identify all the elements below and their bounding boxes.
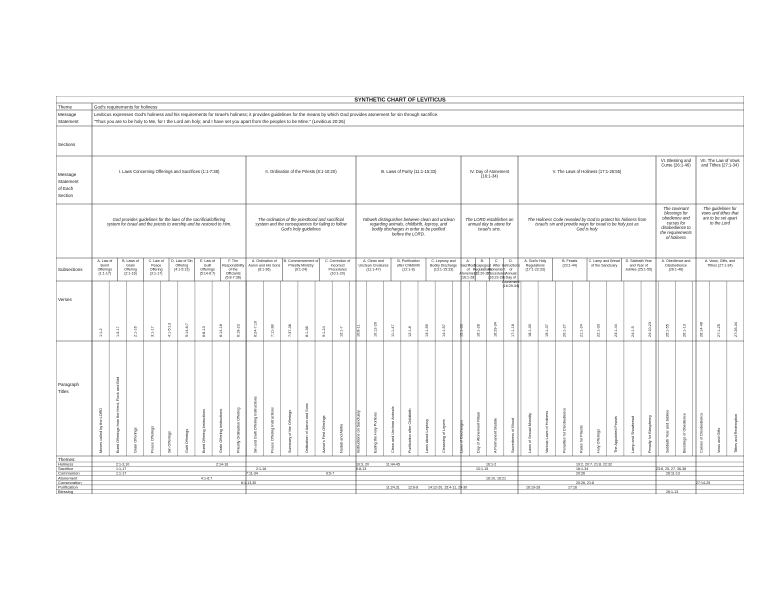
paragraph-title: Eating the Holy Portions: [373, 412, 378, 453]
verse-ref: 1:1-2: [99, 328, 104, 337]
theme-cell: 10:1-15: [476, 467, 489, 472]
verse-ref: 27:1-25: [716, 324, 721, 337]
verse-ref: 17:1-16: [510, 324, 515, 337]
theme-cell: 2:1-16: [256, 467, 267, 472]
theme-cell: 7:11-34: [246, 471, 258, 476]
verse-ref: 3:1-17: [150, 326, 155, 337]
paragraph-title: Burnt Offerings from the Herd, Flock and Bird: [116, 376, 121, 453]
paragraph-title: Moses called by the LORD: [99, 407, 104, 453]
paragraph-title: Clean and Unclean Animals: [390, 406, 395, 453]
subsection-label: C. Correction of Incorrect Procedures (10:1-20): [325, 259, 351, 276]
section-label: VI. Blessing and Curse (26:1-46): [660, 157, 692, 168]
paragraph-title: Burnt Offering Instructions: [202, 408, 207, 453]
theme-cell: 26:1-13: [666, 490, 679, 494]
row-label-paragraph: Paragraph: [58, 382, 80, 387]
theme-cell: 4:1-6:7: [201, 476, 213, 481]
theme-cell: 14:12-20, 15:4-11, 29-30: [428, 485, 468, 490]
verse-ref: 12:1-8: [407, 326, 412, 337]
verse-ref: 16:29-34: [493, 322, 498, 337]
subsection-label: B. Commencement of Priestly Ministry (9:1-24): [283, 259, 319, 272]
verse-ref: 19:1-37: [545, 324, 550, 337]
paragraph-title: Sabbath Year and Jubilee: [665, 409, 670, 453]
leviticus-chart: [56, 96, 744, 494]
row-label-section-message: of Each: [58, 186, 74, 191]
message-text-2: "Thus you are to be holy to Me, for I the Lord am holy; and I have set you apart from the peoples to be Mine." (Leviticus 20:26): [94, 119, 346, 124]
paragraph-title: Grain Offering Instructions: [219, 408, 224, 453]
subsection-label: A. Obedience and Disobedience (26:1-46): [661, 259, 691, 272]
paragraph-title: Holy Offerings: [596, 429, 601, 453]
row-label-themes: Themes:: [58, 457, 76, 462]
paragraph-title: Purification after Childbirth: [407, 408, 412, 453]
subsection-label: D. Law of Sin Offering (4:1-5:13): [171, 259, 193, 272]
verse-ref: 24:1-9: [630, 326, 635, 337]
verse-ref: 5:14-6:7: [184, 323, 189, 337]
theme-cell: 2:14-16: [216, 462, 229, 467]
theme-name: Sacrifice: [58, 466, 74, 472]
row-label-sections: Sections: [58, 142, 76, 147]
paragraph-title: Sin and Guilt Offering Instructions: [253, 396, 258, 453]
verse-ref: 11:1-47: [390, 324, 395, 337]
paragraph-title: Laws of Sexual Morality: [528, 412, 533, 453]
verse-ref: 8:1-36: [304, 326, 309, 337]
subsection-label: A. Sacrifices of Atonement (16:1-28): [459, 259, 477, 280]
theme-cell: 9:5-7: [326, 471, 335, 476]
section-label: V. The Laws of Holiness (17:1-25:55): [552, 168, 622, 174]
section-message: The covenant blessings for obedience and curses for disobedience to the requirements of holiness: [660, 205, 692, 240]
verse-ref: 14:1-57: [442, 324, 447, 337]
subsection-label: B. Laws of Grain Offering (2:1-16): [122, 259, 139, 276]
theme-cell: 23:8, 25, 27, 36-38: [656, 467, 687, 472]
verse-ref: 27:26-34: [733, 322, 738, 337]
subsection-label: F. The Responsibility of the Officiants (6:8-7:38): [222, 259, 245, 280]
verse-ref: 23:1-44: [613, 324, 618, 337]
paragraph-title: Tithes and Redemption: [733, 413, 738, 453]
theme-name: Communion: [58, 470, 80, 476]
theme-cell: 2:1-3,10: [116, 462, 130, 467]
chart-grid: [56, 96, 744, 494]
theme-name: Atonement: [58, 475, 78, 481]
theme-cell: 6:8-13: [356, 467, 367, 472]
section-label: III. Laws of Purity (11:1-15:33): [380, 168, 437, 174]
chart-title: SYNTHETIC CHART OF LEVITICUS: [354, 97, 446, 104]
theme-name: Holiness: [58, 461, 74, 467]
theme-cell: 11:44-45: [386, 462, 400, 467]
paragraph-title: Summary of the Offerings: [287, 409, 292, 453]
paragraph-title: Penalties for Disobedience: [562, 407, 567, 453]
theme-cell: 17:16: [568, 485, 577, 490]
verse-ref: 6:14-18: [219, 324, 224, 337]
paragraph-title: A Permanent Statute: [493, 417, 498, 453]
section-message: The Holiness Code revealed by God to protect his holiness from Israel's sin and provide ways for Israel to be holy just as God is holy: [527, 216, 647, 232]
section-label: I. Laws Concerning Offerings and Sacrifices (1:1-7:38): [118, 168, 220, 174]
subsection-label: A. Ordination of Aaron and His Sons (8:1-36): [248, 259, 281, 272]
subsection-label: B. Purification after Childbirth (12:1-8): [396, 259, 421, 272]
verse-ref: 10:8-11: [356, 324, 361, 337]
verse-ref: 21:1-24: [579, 324, 584, 337]
subsection-label: A. Vows, Gifts, and Tithes (27:1-34): [704, 259, 736, 268]
row-label-section-message: Statement: [58, 179, 79, 184]
paragraph-title: Rules for Priests: [579, 425, 584, 453]
subsection-label: B. Scapegoat Regulations (16:20-22): [472, 259, 492, 276]
paragraph-title: Sacredness of Blood: [510, 417, 515, 453]
paragraph-title: The Appointed Feasts: [613, 416, 618, 453]
subsection-label: C. After Atonement Procedures (16:23-28): [487, 259, 506, 280]
subsection-label: C. Law of Peace Offering (3:1-17): [148, 259, 164, 276]
theme-cell: 20:26: [576, 471, 585, 476]
subsection-label: D. Instructions of Annual Day of Atonement (16:29-34): [501, 259, 521, 288]
theme-cell: 19:2, 20:7, 21:8, 22:32: [576, 462, 612, 467]
paragraph-title: Day of Atonement Ritual: [476, 412, 481, 453]
row-label-message: Message: [58, 112, 77, 117]
paragraph-title: Lamp and Showbread: [630, 415, 635, 453]
verse-ref: 13:1-59: [425, 324, 430, 337]
theme-cell: 16:10, 16:21: [486, 476, 506, 481]
verse-ref: 24:10-23: [648, 322, 653, 337]
paragraph-title: Peace Offering Instructions: [270, 407, 275, 453]
section-label: II. Ordination of the Priests (8:1-10:20): [265, 168, 337, 174]
paragraph-title: Blessings of Obedience: [682, 413, 687, 453]
verse-ref: 26:14-46: [699, 322, 704, 337]
paragraph-title: Aaron's First Offerings: [322, 415, 327, 453]
paragraph-title: Laws of Discharges: [459, 419, 464, 453]
row-label-verses: Verses: [58, 297, 72, 302]
verse-ref: 25:1-55: [665, 324, 670, 337]
subsection-label: A. Law of Burnt Offerings (1:1-17): [97, 259, 113, 276]
section-label: IV. Day of Atonement (16:1-34): [469, 168, 510, 179]
verse-ref: 6:8-13: [202, 326, 207, 337]
row-label-subsections: Subsections: [58, 267, 83, 272]
paragraph-title: Instructions on Sanctuary: [356, 410, 361, 453]
paragraph-title: Priestly Ordination Offering: [236, 407, 241, 453]
theme-cell: 27:14-25: [696, 480, 711, 485]
row-label-section-message: Section: [58, 193, 74, 198]
theme-cell: 8:1-13,30: [241, 480, 257, 485]
subsection-label: B. Feasts (23:1-44): [562, 259, 578, 268]
theme-name: Purification: [58, 484, 78, 490]
row-label-section-message: Message: [58, 172, 77, 177]
subsection-label: A. God's Holy Regulations (17:1-22:33): [524, 259, 547, 272]
verse-ref: 10:12-20: [373, 322, 378, 337]
paragraph-title: Grain Offerings: [133, 427, 138, 453]
theme-cell: 1:1-17: [116, 471, 127, 476]
paragraph-title: Cleansing of Lepers: [442, 419, 447, 453]
theme-cell: 16:1-2: [486, 462, 497, 467]
verse-ref: 7:11-38: [270, 324, 275, 337]
theme-name: Blessing: [58, 489, 74, 494]
paragraph-title: Nadab and Abihu: [339, 423, 344, 453]
theme-cell: 26:11-13: [666, 471, 680, 476]
theme-name: Consecration: [58, 479, 82, 485]
verse-ref: 16:1-28: [476, 324, 481, 337]
theme-cell: 16:19-28: [526, 485, 541, 490]
subsection-label: C. Lamp and Bread of the Sanctuary: [588, 259, 620, 268]
verse-ref: 4:1-5:13: [167, 323, 172, 337]
theme-cell: 10:3, 20: [356, 462, 369, 467]
paragraph-title: Peace Offerings: [150, 425, 155, 453]
section-message: The guidelines for vows and tithes that are to be set apart to the Lord: [701, 205, 739, 226]
message-text-1: Leviticus expresses God's holiness and his requirements for Israel's holiness; it provides guidelines for the means by which God provides atonement for sin through sacrifice.: [94, 112, 439, 117]
row-label-message-2: Statement: [58, 119, 79, 124]
row-label-theme: Theme: [58, 104, 73, 110]
subsection-label: E. Law of Guilt Offerings (5:14-6:7): [199, 259, 216, 276]
subsection-label: D. Sabbath Year and Year of Jubilee (25:1-55): [625, 259, 653, 272]
verse-ref: 22:1-33: [596, 324, 601, 337]
verse-ref: 6:24-7:10: [253, 320, 258, 337]
paragraph-title: Guilt Offerings: [184, 428, 189, 453]
section-message: The ordination of the priesthood and sacrificial system and the consequences for failing to follow God's holy guidelines: [255, 216, 347, 232]
verse-ref: 15:1-33: [459, 324, 464, 337]
theme-cell: 16:1-34: [576, 467, 589, 472]
verse-ref: 7:37-38: [287, 324, 292, 337]
theme-cell: 20:26, 21:8: [576, 480, 594, 485]
subsection-label: A. Clean and Unclean Creatures (11:1-47): [358, 259, 389, 272]
verse-ref: 1:3-17: [116, 326, 121, 337]
subsection-label: C. Leprosy and Bodily Discharge (13:1-15:33): [430, 259, 457, 272]
verse-ref: 10:1-7: [339, 326, 344, 337]
verse-ref: 9:1-24: [322, 326, 327, 337]
paragraph-title: Curses of Disobedience: [699, 412, 704, 453]
section-message: God provides guidelines for the laws of the sacrificial/offering system for Israel and the priests to worship and be restored to Him.: [106, 216, 232, 227]
verse-ref: 26:1-13: [682, 324, 687, 337]
paragraph-title: Ordination of Aaron and Sons: [304, 403, 309, 453]
verse-ref: 6:19-23: [236, 324, 241, 337]
theme-cell: 11:24,31: [386, 485, 400, 490]
verse-ref: 18:1-30: [528, 324, 533, 337]
theme-cell: 1:1-17: [116, 467, 127, 472]
section-label: VII. The Law of Vows and Tithes (27:1-34): [700, 157, 740, 168]
section-message: The LORD establishes an annual day to atone for Israel's sins.: [465, 216, 514, 232]
paragraph-title: Sin Offerings: [167, 431, 172, 453]
theme-cell: 12:6-8: [408, 485, 419, 490]
row-label-paragraph-2: Titles: [58, 389, 69, 394]
paragraph-title: Penalty for Blasphemy: [648, 415, 653, 453]
paragraph-title: Various Laws of Holiness: [545, 410, 550, 453]
verse-ref: 2:1-16: [133, 326, 138, 337]
theme-text: God's requirements for holiness: [94, 104, 158, 110]
section-message: Yahweh distinguishes between clean and unclean regarding animals, childbirth, leprosy, and bodily discharges in order to be purified before the LORD.: [362, 216, 455, 237]
paragraph-title: Vows and Gifts: [716, 427, 721, 453]
paragraph-title: Laws about Leprosy: [425, 419, 430, 453]
verse-ref: 20:1-27: [562, 324, 567, 337]
